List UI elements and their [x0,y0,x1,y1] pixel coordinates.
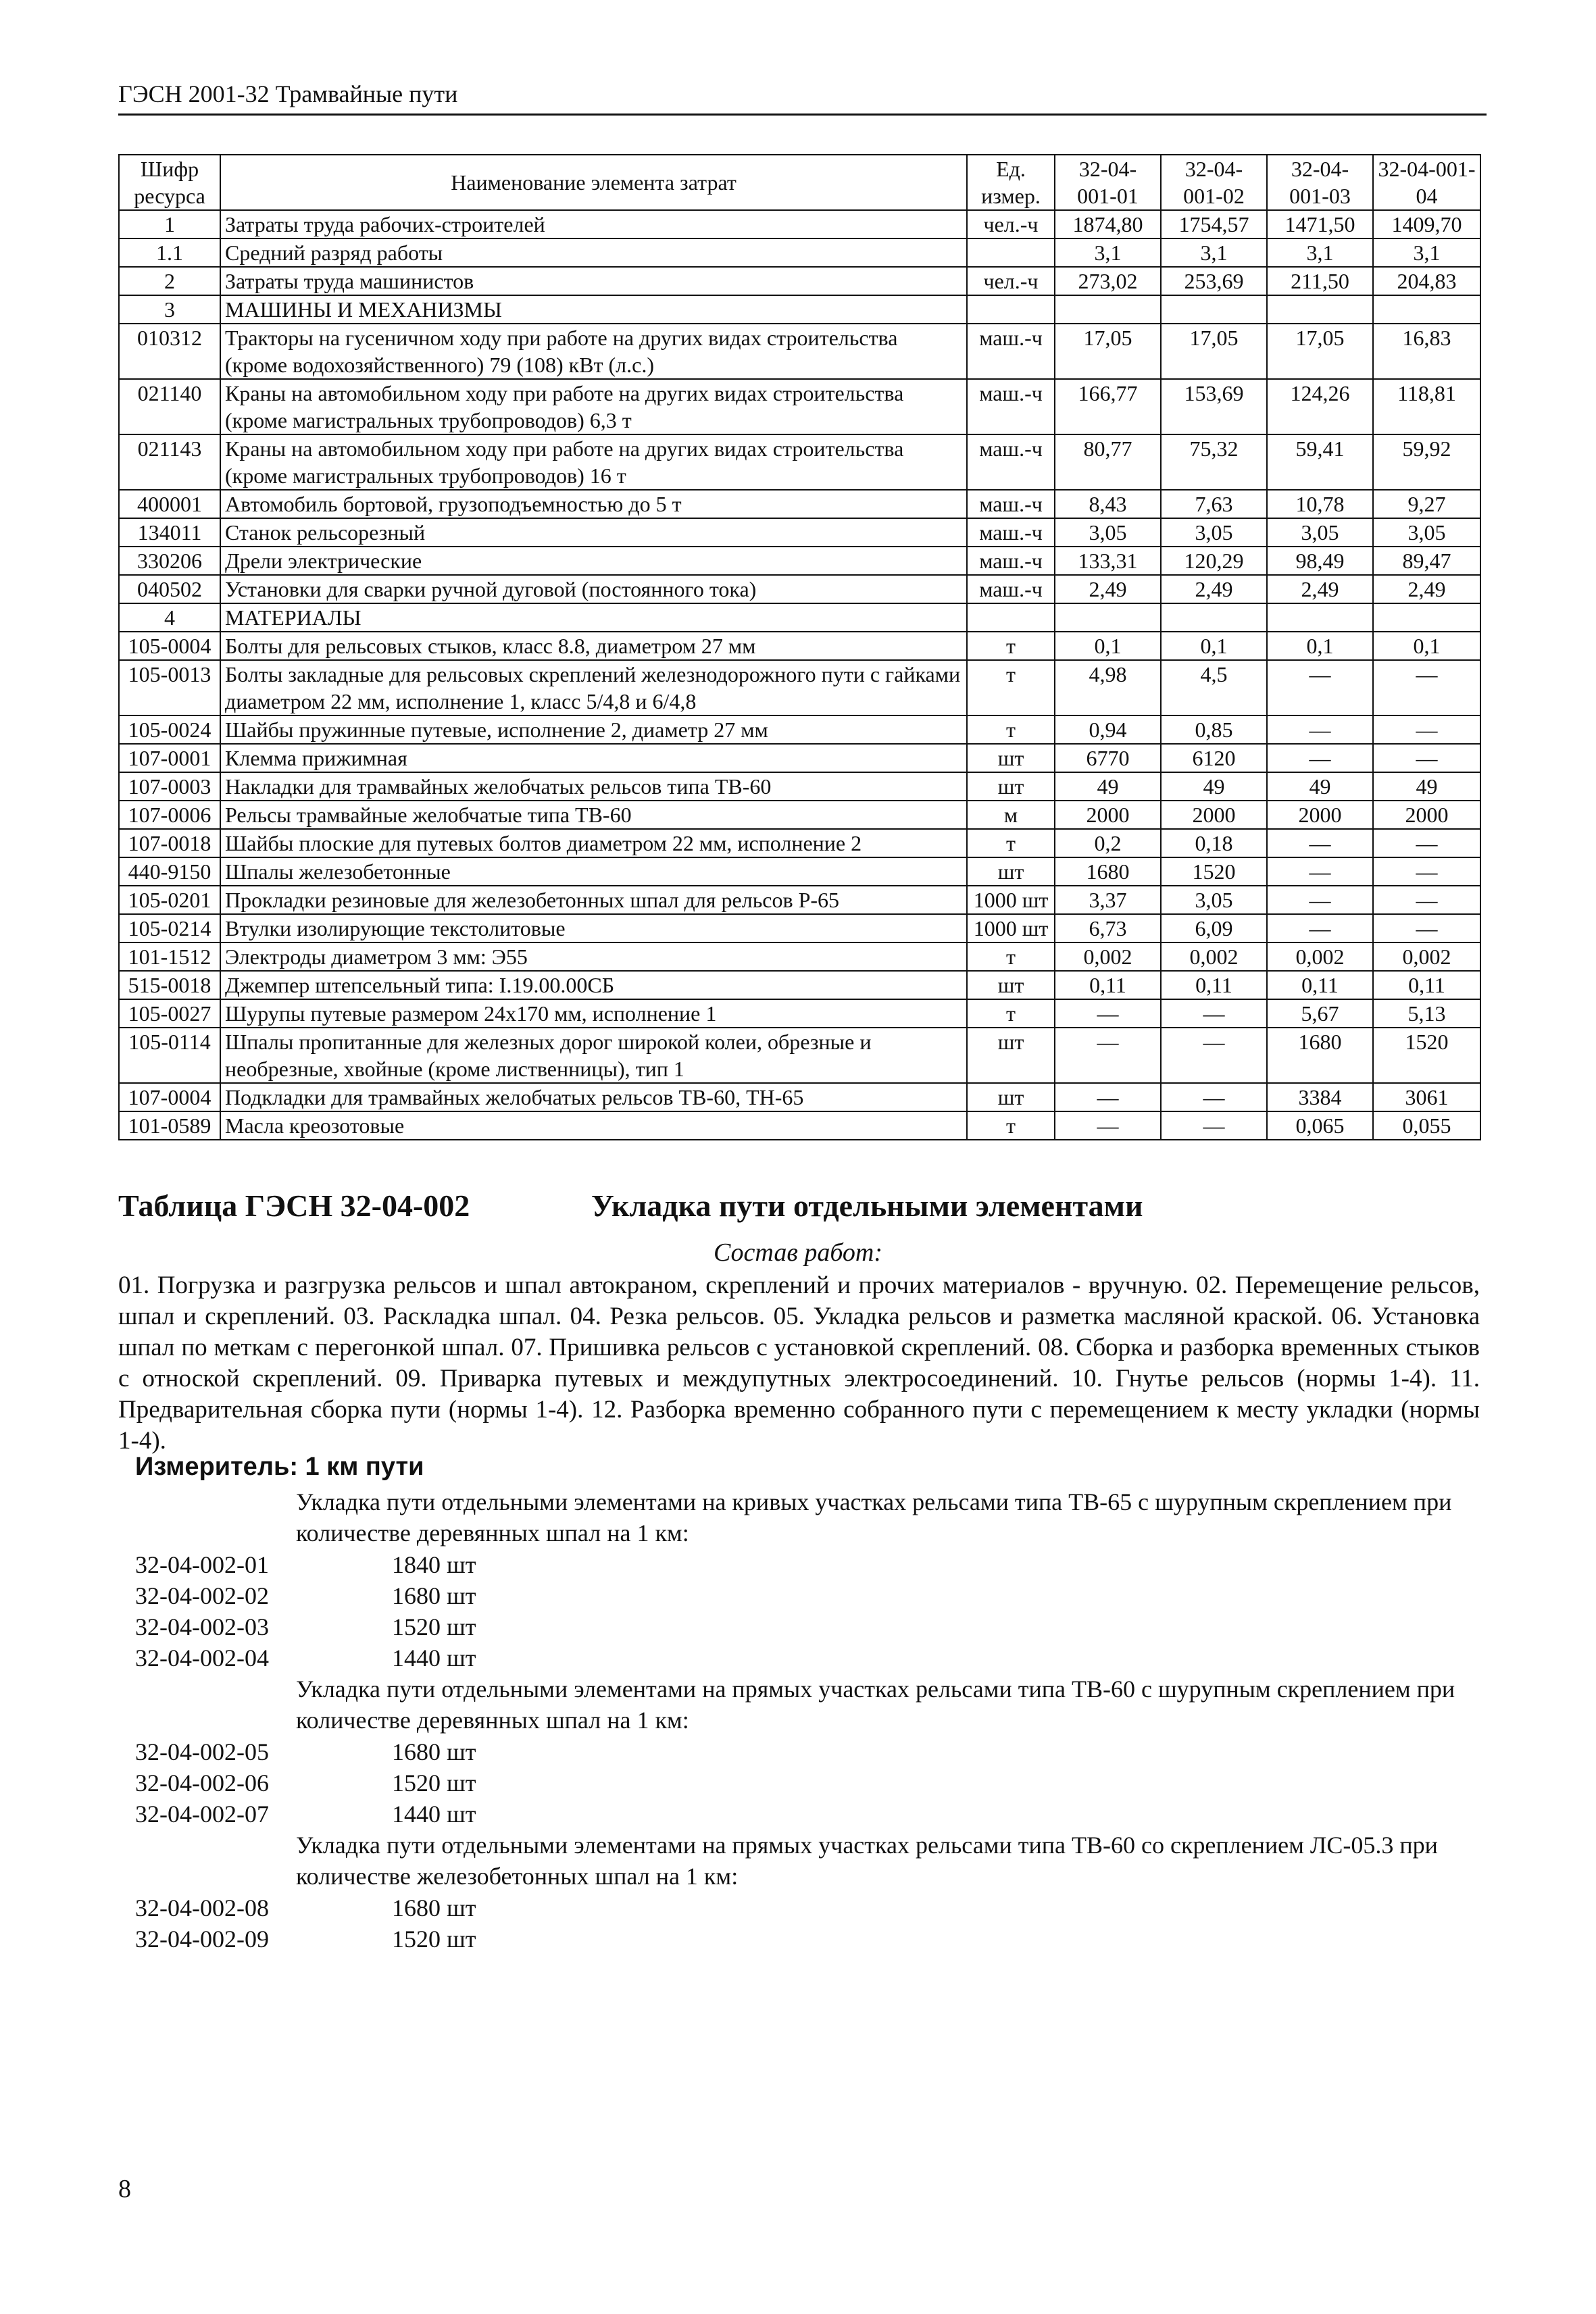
norm-value-4: 204,83 [1373,267,1480,295]
resource-name: Втулки изолирующие текстолитовые [220,914,967,942]
norm-value-3: 0,11 [1267,971,1373,999]
norm-value-2: — [1161,1028,1267,1083]
resource-name: Средний разряд работы [220,238,967,267]
resource-code: 105-0114 [119,1028,220,1083]
norm-value-2: 17,05 [1161,324,1267,379]
table-row [119,490,1480,518]
norm-value-1: 4,98 [1055,660,1161,715]
norm-value-2: 1520 [1161,857,1267,886]
norm-value-1: — [1055,1083,1161,1111]
resource-code: 107-0001 [119,744,220,772]
norm-code: 32-04-002-04 [135,1644,269,1671]
resource-name: Болты закладные для рельсовых скреплений железнодорожного пути с гайками диаметром 22 мм, исполнение 1, класс 5/4,8 и 6/4,8 [220,660,967,715]
norm-value-1: 0,002 [1055,942,1161,971]
norm-value-3: 3,1 [1267,238,1373,267]
norm-value-1: 49 [1055,772,1161,801]
table-row [119,715,1480,744]
norm-value-2: 1754,57 [1161,210,1267,238]
table-row [119,632,1480,660]
resource-name: Затраты труда рабочих-строителей [220,210,967,238]
norm-value-4: 2000 [1373,801,1480,829]
resource-code: 134011 [119,518,220,547]
composition-title: Состав работ: [713,1238,883,1267]
norm-code: 32-04-002-05 [135,1738,269,1765]
table-row [119,547,1480,575]
resource-code: 101-1512 [119,942,220,971]
table-row [119,1111,1480,1140]
norm-value: 1520 шт [392,1926,476,1953]
norm-value-4: 89,47 [1373,547,1480,575]
table-row [119,942,1480,971]
resource-unit: т [967,829,1055,857]
norm-value-3: 0,1 [1267,632,1373,660]
empty-cell [1267,295,1373,324]
norm-value-3: — [1267,886,1373,914]
table-row [119,772,1480,801]
resource-name: Затраты труда машинистов [220,267,967,295]
table-row [119,518,1480,547]
resource-unit: маш.-ч [967,324,1055,379]
resource-name: Шпалы пропитанные для железных дорог широкой колеи, обрезные и необрезные, хвойные (кроме лиственницы), тип 1 [220,1028,967,1083]
norm-value-1: — [1055,1111,1161,1140]
norm-value-1: — [1055,999,1161,1028]
section-title: МАШИНЫ И МЕХАНИЗМЫ [220,295,967,324]
norm-value-1: 6770 [1055,744,1161,772]
norm-item [135,1642,476,1674]
table-row [119,238,1480,267]
norm-value-4: 0,055 [1373,1111,1480,1140]
resource-unit: шт [967,971,1055,999]
norm-value: 1840 шт [392,1551,476,1578]
resource-unit: 1000 шт [967,914,1055,942]
norm-value-1: 8,43 [1055,490,1161,518]
resource-code: 1.1 [119,238,220,267]
table-row [119,801,1480,829]
norm-value-4: 3061 [1373,1083,1480,1111]
norm-value: 1680 шт [392,1582,476,1609]
norm-value-1: 3,1 [1055,238,1161,267]
norm-value-2: 0,18 [1161,829,1267,857]
resource-unit [967,238,1055,267]
norm-code: 32-04-002-08 [135,1894,269,1921]
resource-code: 105-0214 [119,914,220,942]
resource-name: Установки для сварки ручной дуговой (постоянного тока) [220,575,967,603]
norm-value-4: 9,27 [1373,490,1480,518]
norm-value-3: — [1267,660,1373,715]
resource-name: Краны на автомобильном ходу при работе на других видах строительства (кроме магистральных трубопроводов) 16 т [220,434,967,490]
norm-value-1: 0,1 [1055,632,1161,660]
resource-name: Прокладки резиновые для железобетонных шпал для рельсов Р-65 [220,886,967,914]
table2-title: Укладка пути отдельными элементами [591,1188,1143,1223]
resource-code: 107-0018 [119,829,220,857]
norm-value-2: 2,49 [1161,575,1267,603]
norm-value-3: — [1267,744,1373,772]
table-row [119,575,1480,603]
resource-unit: маш.-ч [967,434,1055,490]
table-row [119,971,1480,999]
norm-item [135,1892,476,1923]
norm-value-3: 124,26 [1267,379,1373,434]
norm-value-1: — [1055,1028,1161,1083]
table-row [119,267,1480,295]
norm-item [135,1736,476,1767]
resource-unit: м [967,801,1055,829]
empty-cell [967,603,1055,632]
norm-value-3: 2000 [1267,801,1373,829]
norm-value-2: 253,69 [1161,267,1267,295]
norm-value-4: 3,1 [1373,238,1480,267]
norm-value-1: 80,77 [1055,434,1161,490]
table-header-row [119,155,1480,210]
resource-name: Клемма прижимная [220,744,967,772]
norm-value-2: 4,5 [1161,660,1267,715]
empty-cell [1161,603,1267,632]
resource-code: 105-0004 [119,632,220,660]
resource-code: 105-0024 [119,715,220,744]
section-code: 3 [119,295,220,324]
resource-unit: т [967,660,1055,715]
resource-unit: чел.-ч [967,267,1055,295]
empty-cell [1055,603,1161,632]
resource-code: 400001 [119,490,220,518]
norm-value-3: — [1267,829,1373,857]
norm-value-4: — [1373,914,1480,942]
resource-unit: т [967,999,1055,1028]
norm-item [135,1923,476,1955]
table-row [119,1028,1480,1083]
resource-code: 440-9150 [119,857,220,886]
norm-code: 32-04-002-07 [135,1801,269,1828]
norm-value-2: 6,09 [1161,914,1267,942]
norm-value-4: 59,92 [1373,434,1480,490]
norm-value-2: 3,1 [1161,238,1267,267]
norm-value-4: 118,81 [1373,379,1480,434]
norm-value-4: 16,83 [1373,324,1480,379]
resource-unit: шт [967,1028,1055,1083]
norm-value: 1680 шт [392,1738,476,1765]
norm-value-1: 273,02 [1055,267,1161,295]
table-row [119,829,1480,857]
empty-cell [1267,603,1373,632]
norm-item [135,1611,476,1642]
norm-value-3: 211,50 [1267,267,1373,295]
header-code: Шифр ресурса [119,155,220,210]
header-norm-2: 32-04-001-02 [1161,155,1267,210]
resource-unit: маш.-ч [967,490,1055,518]
group-description: Укладка пути отдельными элементами на прямых участках рельсами типа ТВ-60 со скреплением ЛС-05.3 при количестве железобетонных шпал на 1 км: [296,1832,1438,1890]
resource-unit: т [967,632,1055,660]
running-head: ГЭСН 2001-32 Трамвайные пути [118,80,1487,116]
norm-code: 32-04-002-03 [135,1613,269,1640]
section-code: 4 [119,603,220,632]
section-title: МАТЕРИАЛЫ [220,603,967,632]
table-row [119,210,1480,238]
table-row [119,744,1480,772]
norm-value-1: 133,31 [1055,547,1161,575]
table-section-row [119,295,1480,324]
table-section-row [119,603,1480,632]
norm-item [135,1799,476,1830]
norm-value-1: 6,73 [1055,914,1161,942]
norm-code: 32-04-002-02 [135,1582,269,1609]
resource-code: 2 [119,267,220,295]
header-norm-1: 32-04-001-01 [1055,155,1161,210]
norm-value-4: — [1373,660,1480,715]
norm-value-2: 75,32 [1161,434,1267,490]
norm-value-2: 2000 [1161,801,1267,829]
norm-value-1: 166,77 [1055,379,1161,434]
norm-value-1: 0,2 [1055,829,1161,857]
resource-unit: маш.-ч [967,379,1055,434]
resource-name: Тракторы на гусеничном ходу при работе на других видах строительства (кроме водохозяйственного) 79 (108) кВт (л.с.) [220,324,967,379]
table-row [119,660,1480,715]
norm-value-2: 0,1 [1161,632,1267,660]
resource-unit: маш.-ч [967,575,1055,603]
norm-value-2: — [1161,999,1267,1028]
table-row [119,857,1480,886]
header-norm-3: 32-04-001-03 [1267,155,1373,210]
resource-code: 040502 [119,575,220,603]
norm-value-3: 3384 [1267,1083,1373,1111]
norm-value-2: 0,002 [1161,942,1267,971]
group-description: Укладка пути отдельными элементами на прямых участках рельсами типа ТВ-60 с шурупным скреплением при количестве деревянных шпал на 1 км: [296,1676,1455,1734]
resource-name: Дрели электрические [220,547,967,575]
table-row [119,886,1480,914]
norm-value-4: — [1373,715,1480,744]
norm-value-4: — [1373,829,1480,857]
header-norm-4: 32-04-001-04 [1373,155,1480,210]
norm-value-1: 2000 [1055,801,1161,829]
norm-item [135,1580,476,1611]
norm-value-3: — [1267,914,1373,942]
resource-table [118,154,1481,1140]
norm-value-3: 59,41 [1267,434,1373,490]
norm-value: 1520 шт [392,1769,476,1796]
norm-value-3: 17,05 [1267,324,1373,379]
header-unit: Ед. измер. [967,155,1055,210]
resource-code: 107-0003 [119,772,220,801]
header-name: Наименование элемента затрат [220,155,967,210]
empty-cell [1373,295,1480,324]
table-row [119,324,1480,379]
norm-value-3: 98,49 [1267,547,1373,575]
norm-value-1: 17,05 [1055,324,1161,379]
norm-value-1: 1874,80 [1055,210,1161,238]
norm-value-1: 3,37 [1055,886,1161,914]
norm-value-3: — [1267,857,1373,886]
norm-value-4: 0,11 [1373,971,1480,999]
norm-value-2: 0,11 [1161,971,1267,999]
norm-value-2: 0,85 [1161,715,1267,744]
norm-value-4: 1409,70 [1373,210,1480,238]
resource-unit: 1000 шт [967,886,1055,914]
group-description: Укладка пути отдельными элементами на кривых участках рельсами типа ТВ-65 с шурупным скреплением при количестве деревянных шпал на 1 км: [296,1488,1452,1546]
resource-name: Шпалы железобетонные [220,857,967,886]
resource-code: 515-0018 [119,971,220,999]
resource-name: Электроды диаметром 3 мм: Э55 [220,942,967,971]
resource-code: 105-0201 [119,886,220,914]
empty-cell [1055,295,1161,324]
norm-value-3: 3,05 [1267,518,1373,547]
resource-name: Рельсы трамвайные желобчатые типа ТВ-60 [220,801,967,829]
resource-unit: шт [967,857,1055,886]
resource-code: 1 [119,210,220,238]
norm-value-3: 49 [1267,772,1373,801]
norm-value-3: 0,002 [1267,942,1373,971]
resource-unit: маш.-ч [967,518,1055,547]
norm-value-2: 49 [1161,772,1267,801]
norm-value-4: 2,49 [1373,575,1480,603]
norm-value-4: — [1373,857,1480,886]
norm-value-2: 153,69 [1161,379,1267,434]
norm-value-1: 2,49 [1055,575,1161,603]
norm-value-2: 3,05 [1161,518,1267,547]
resource-name: Подкладки для трамвайных желобчатых рельсов ТВ-60, ТН-65 [220,1083,967,1111]
resource-name: Краны на автомобильном ходу при работе на других видах строительства (кроме магистральных трубопроводов) 6,3 т [220,379,967,434]
resource-name: Шайбы пружинные путевые, исполнение 2, диаметр 27 мм [220,715,967,744]
table2-label: Таблица ГЭСН 32-04-002 [118,1188,470,1223]
resource-name: Болты для рельсовых стыков, класс 8.8, диаметром 27 мм [220,632,967,660]
norm-value-3: — [1267,715,1373,744]
norm-value-4: 0,002 [1373,942,1480,971]
table-row [119,379,1480,434]
norm-value-1: 1680 [1055,857,1161,886]
resource-code: 101-0589 [119,1111,220,1140]
norm-value-4: 0,1 [1373,632,1480,660]
norm-value-1: 0,94 [1055,715,1161,744]
norm-value-3: 2,49 [1267,575,1373,603]
table-row [119,914,1480,942]
table-row [119,434,1480,490]
resource-unit: т [967,715,1055,744]
resource-code: 010312 [119,324,220,379]
empty-cell [1373,603,1480,632]
resource-name: Шурупы путевые размером 24х170 мм, исполнение 1 [220,999,967,1028]
resource-unit: шт [967,744,1055,772]
composition-text: 01. Погрузка и разгрузка рельсов и шпал автокраном, скреплений и прочих материалов - вручную. 02. Перемещение рельсов, шпал и скреплений. 03. Раскладка шпал. 04. Резка рельсов. 05. Укладка рельсов и разметка масляной краской. 06. Установка шпал по меткам с перегонкой шпал. 07. Пришивка рельсов с установкой скреплений. 08. Сборка и разборка временных стыков с отноской скреплений. 09. Приварка путевых и междупутных электросоединений. 10. Гнутье рельсов (нормы 1-4). 11. Предварительная сборка пути (нормы 1-4). 12. Разборка временно собранного пути с перемещением к месту укладки (нормы 1-4). [118,1272,1480,1455]
resource-unit: т [967,1111,1055,1140]
norm-value-4: 1520 [1373,1028,1480,1083]
norm-value-4: — [1373,744,1480,772]
norm-value-4: 5,13 [1373,999,1480,1028]
page-number: 8 [118,2175,131,2203]
resource-unit: т [967,942,1055,971]
resource-code: 021143 [119,434,220,490]
norm-value-2: 120,29 [1161,547,1267,575]
resource-name: Накладки для трамвайных желобчатых рельсов типа ТВ-60 [220,772,967,801]
norm-code: 32-04-002-06 [135,1769,269,1796]
resource-name: Автомобиль бортовой, грузоподъемностью до 5 т [220,490,967,518]
norm-value-2: 3,05 [1161,886,1267,914]
norm-value-3: 1680 [1267,1028,1373,1083]
resource-code: 107-0004 [119,1083,220,1111]
table-row [119,999,1480,1028]
norm-value-3: 5,67 [1267,999,1373,1028]
norm-value: 1440 шт [392,1801,476,1828]
empty-cell [967,295,1055,324]
norm-value-1: 3,05 [1055,518,1161,547]
table-row [119,1083,1480,1111]
norm-value-4: — [1373,886,1480,914]
resource-code: 107-0006 [119,801,220,829]
resource-code: 105-0013 [119,660,220,715]
norm-value-4: 49 [1373,772,1480,801]
resource-code: 021140 [119,379,220,434]
resource-code: 330206 [119,547,220,575]
norm-item [135,1767,476,1799]
resource-unit: шт [967,772,1055,801]
empty-cell [1161,295,1267,324]
resource-unit: маш.-ч [967,547,1055,575]
resource-unit: чел.-ч [967,210,1055,238]
norm-value-3: 1471,50 [1267,210,1373,238]
resource-name: Шайбы плоские для путевых болтов диаметром 22 мм, исполнение 2 [220,829,967,857]
norm-value-2: 6120 [1161,744,1267,772]
norm-value: 1520 шт [392,1613,476,1640]
norm-value-4: 3,05 [1373,518,1480,547]
resource-unit: шт [967,1083,1055,1111]
norm-value-2: — [1161,1111,1267,1140]
table-body [119,210,1480,1140]
norm-code: 32-04-002-01 [135,1551,269,1578]
norm-value-3: 10,78 [1267,490,1373,518]
resource-name: Станок рельсорезный [220,518,967,547]
norm-value-3: 0,065 [1267,1111,1373,1140]
norm-value-1: 0,11 [1055,971,1161,999]
norm-value: 1680 шт [392,1894,476,1921]
norm-value: 1440 шт [392,1644,476,1671]
norm-item [135,1549,476,1580]
norm-value-2: 7,63 [1161,490,1267,518]
norm-code: 32-04-002-09 [135,1926,269,1953]
resource-name: Джемпер штепсельный типа: I.19.00.00СБ [220,971,967,999]
resource-name: Масла креозотовые [220,1111,967,1140]
resource-code: 105-0027 [119,999,220,1028]
norm-value-2: — [1161,1083,1267,1111]
meter-label: Измеритель: 1 км пути [135,1453,424,1481]
